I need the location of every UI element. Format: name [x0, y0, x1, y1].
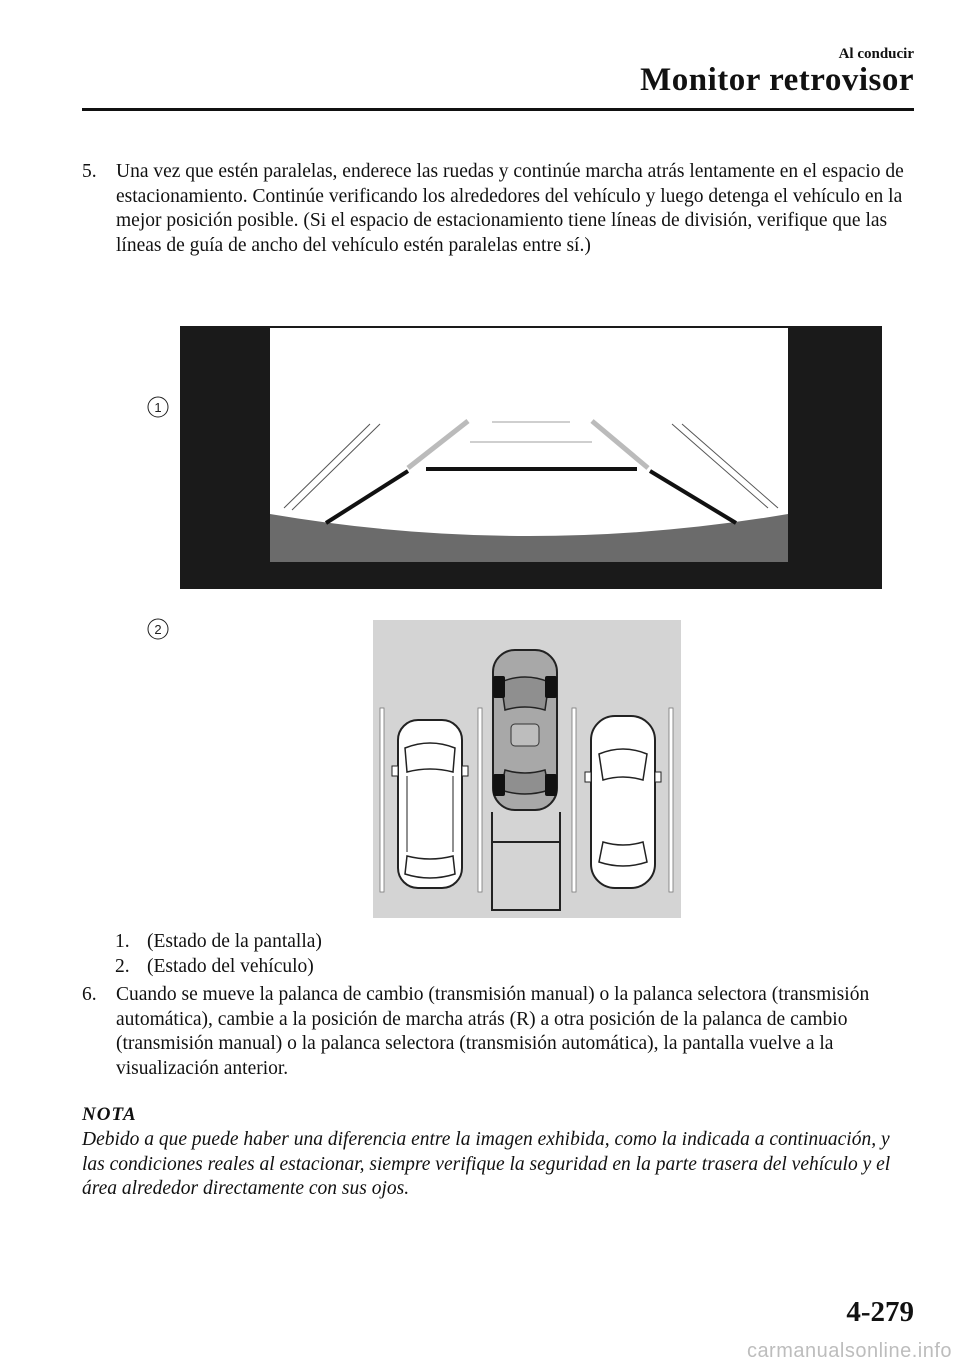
rear-camera-screen-illustration — [180, 326, 882, 589]
step-text: Una vez que estén paralelas, enderece las ruedas y continúe marcha atrás lentamente en el espacio de estacionamiento. Continúe verificando los alrededores del vehículo y luego detenga el vehículo en la mejor posición posible. (Si el espacio de estacionamiento tiene líneas de división, verifique que las líneas de guía de ancho del vehículo estén paralelas entre sí.) — [116, 161, 904, 256]
caption-number: 1. — [115, 931, 130, 952]
note-heading: NOTA — [82, 1104, 137, 1125]
parking-lot-illustration — [373, 620, 681, 918]
step-number: 6. — [82, 984, 97, 1005]
step-number: 5. — [82, 161, 97, 182]
figure-marker-1-label: 1 — [154, 400, 162, 415]
watermark: carmanualsonline.info — [746, 1340, 952, 1362]
caption-text: (Estado de la pantalla) — [147, 931, 322, 952]
figure-marker-1 — [145, 394, 171, 420]
caption-text: (Estado del vehículo) — [147, 956, 314, 977]
right-parked-car — [585, 716, 661, 888]
left-parked-car — [392, 720, 468, 888]
section-label: Al conducir — [838, 46, 914, 62]
figure-marker-2 — [145, 616, 171, 642]
caption-number: 2. — [115, 956, 130, 977]
note-body: Debido a que puede haber una diferencia entre la imagen exhibida, como la indicada a continuación, y las condiciones reales al estacionar, siempre verifique la seguridad en la parte trasera del vehículo y el área alrededor directamente con sus ojos. — [82, 1129, 891, 1199]
step-5 — [82, 160, 920, 258]
step-6 — [82, 983, 920, 1081]
page-title: Monitor retrovisor — [640, 62, 914, 98]
caption-1 — [115, 930, 322, 955]
step-text: Cuando se mueve la palanca de cambio (transmisión manual) o la palanca selectora (transmisión automática), cambie a la posición de marcha atrás (R) a otra posición de la palanca de cambio (transmisión manual) o la palanca selectora (transmisión automática), la pantalla vuelve a la visualización anterior. — [116, 984, 870, 1079]
page-number: 4-279 — [846, 1296, 914, 1328]
header-rule — [82, 108, 914, 111]
figure-marker-2-label: 2 — [154, 622, 162, 637]
caption-2 — [115, 955, 314, 980]
reversing-car — [493, 650, 557, 810]
